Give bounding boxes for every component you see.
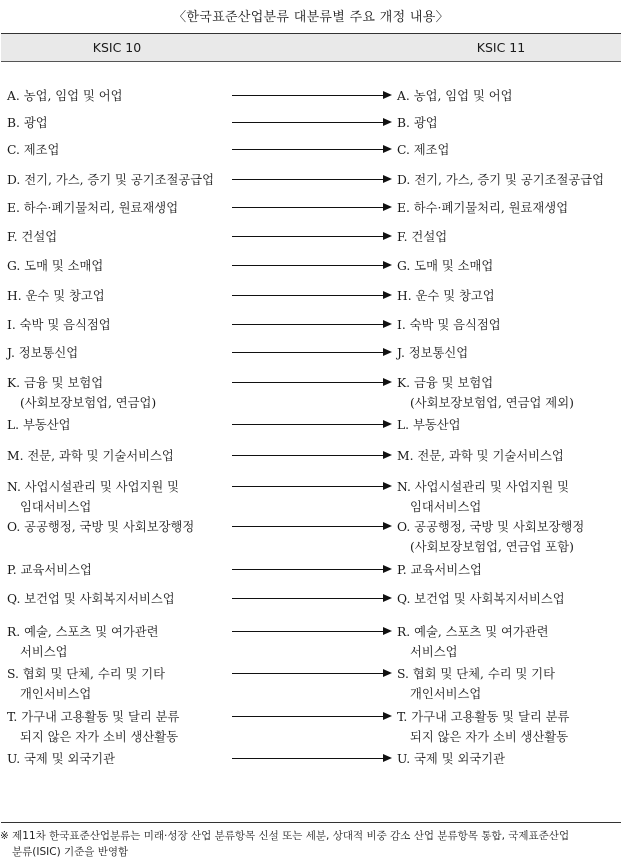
arrowhead — [383, 627, 392, 635]
category-label: Q. 보건업 및 사회복지서비스업 — [7, 592, 175, 606]
arrow-shaft — [232, 526, 384, 527]
ksic10-category — [7, 446, 231, 466]
arrowhead — [383, 232, 392, 240]
arrowhead — [383, 91, 392, 99]
ksic11-category — [397, 517, 621, 557]
category-label: L. 부동산업 — [397, 418, 461, 432]
ksic11-category — [397, 256, 621, 276]
arrowhead — [383, 669, 392, 677]
arrow-right-icon — [232, 320, 392, 330]
category-label: M. 전문, 과학 및 기술서비스업 — [7, 449, 174, 463]
ksic11-category — [397, 446, 621, 466]
footnote — [0, 828, 622, 860]
ksic11-category — [397, 113, 621, 133]
category-label: T. 가구내 고용활동 및 달리 분류 — [7, 710, 180, 724]
ksic10-category — [7, 707, 231, 747]
category-label: A. 농업, 임업 및 어업 — [397, 89, 513, 103]
arrow-shaft — [232, 324, 384, 325]
category-label: O. 공공행정, 국방 및 사회보장행정 — [7, 520, 195, 534]
category-label: E. 하수·폐기물처리, 원료재생업 — [7, 201, 179, 215]
arrow-right-icon — [232, 348, 392, 358]
arrow-right-icon — [232, 261, 392, 271]
arrow-right-icon — [232, 118, 392, 128]
category-label: K. 금융 및 보험업 — [397, 376, 494, 390]
ksic10-category — [7, 749, 231, 769]
category-label: L. 부동산업 — [7, 418, 71, 432]
ksic11-category — [397, 707, 621, 747]
category-label: P. 교육서비스업 — [7, 563, 92, 577]
category-label: F. 건설업 — [397, 230, 448, 244]
arrow-shaft — [232, 149, 384, 150]
arrowhead — [383, 118, 392, 126]
ksic10-category — [7, 170, 231, 190]
ksic-comparison-table — [1, 33, 621, 823]
ksic11-category — [397, 227, 621, 247]
arrowhead — [383, 754, 392, 762]
category-label: H. 운수 및 창고업 — [7, 289, 105, 303]
category-label: O. 공공행정, 국방 및 사회보장행정 — [397, 520, 585, 534]
arrow-right-icon — [232, 754, 392, 764]
arrow-right-icon — [232, 175, 392, 185]
ksic11-category — [397, 198, 621, 218]
category-label-continued: 되지 않은 자가 소비 생산활동 — [410, 730, 569, 744]
arrow-right-icon — [232, 522, 392, 532]
category-label: B. 광업 — [397, 116, 438, 130]
ksic11-category — [397, 286, 621, 306]
arrow-right-icon — [232, 145, 392, 155]
category-label: J. 정보통신업 — [397, 346, 469, 360]
ksic10-category — [7, 140, 231, 160]
category-label-continued: (사회보장보험업, 연금업 제외) — [410, 396, 574, 410]
arrowhead — [383, 261, 392, 269]
arrow-shaft — [232, 236, 384, 237]
ksic10-category — [7, 315, 231, 335]
category-label: G. 도매 및 소매업 — [7, 259, 104, 273]
ksic10-category — [7, 415, 231, 435]
category-label: R. 예술, 스포츠 및 여가관련 — [397, 625, 549, 639]
arrow-shaft — [232, 122, 384, 123]
category-label: F. 건설업 — [7, 230, 58, 244]
arrow-shaft — [232, 207, 384, 208]
arrowhead — [383, 203, 392, 211]
ksic10-category — [7, 86, 231, 106]
ksic11-category — [397, 86, 621, 106]
category-label-continued: 임대서비스업 — [410, 500, 482, 514]
ksic10-category — [7, 198, 231, 218]
category-label: I. 숙박 및 음식점업 — [397, 318, 501, 332]
category-label-continued: (사회보장보험업, 연금업) — [20, 396, 157, 410]
ksic10-category — [7, 589, 231, 609]
category-label-continued: 서비스업 — [410, 645, 458, 659]
arrowhead — [383, 451, 392, 459]
category-label: B. 광업 — [7, 116, 48, 130]
arrow-right-icon — [232, 627, 392, 637]
arrowhead — [383, 712, 392, 720]
arrow-right-icon — [232, 232, 392, 242]
ksic11-category — [397, 622, 621, 662]
category-label-continued: 임대서비스업 — [20, 500, 92, 514]
category-label: E. 하수·폐기물처리, 원료재생업 — [397, 201, 569, 215]
arrow-shaft — [232, 758, 384, 759]
arrow-right-icon — [232, 594, 392, 604]
ksic11-category — [397, 749, 621, 769]
arrow-shaft — [232, 295, 384, 296]
category-label: S. 협회 및 단체, 수리 및 기타 — [397, 667, 556, 681]
ksic11-category — [397, 477, 621, 517]
category-label-continued: 개인서비스업 — [20, 687, 92, 701]
ksic11-category — [397, 140, 621, 160]
ksic10-category — [7, 477, 231, 517]
arrowhead — [383, 565, 392, 573]
arrow-shaft — [232, 424, 384, 425]
category-label: H. 운수 및 창고업 — [397, 289, 495, 303]
arrow-shaft — [232, 455, 384, 456]
category-label: M. 전문, 과학 및 기술서비스업 — [397, 449, 564, 463]
arrowhead — [383, 378, 392, 386]
arrow-right-icon — [232, 565, 392, 575]
footnote-line: 분류(ISIC) 기준을 반영함 — [12, 846, 129, 858]
arrow-shaft — [232, 716, 384, 717]
arrow-shaft — [232, 673, 384, 674]
category-label: T. 가구내 고용활동 및 달리 분류 — [397, 710, 570, 724]
category-label: D. 전기, 가스, 증기 및 공기조절공급업 — [7, 173, 214, 187]
arrow-shaft — [232, 382, 384, 383]
header-ksic10: KSIC 10 — [92, 40, 142, 55]
category-label: J. 정보통신업 — [7, 346, 79, 360]
ksic11-category — [397, 589, 621, 609]
category-label: U. 국제 및 외국기관 — [397, 752, 506, 766]
arrow-shaft — [232, 598, 384, 599]
arrow-right-icon — [232, 203, 392, 213]
ksic11-category — [397, 170, 621, 190]
arrow-right-icon — [232, 451, 392, 461]
table-header — [1, 34, 621, 62]
category-label: N. 사업시설관리 및 사업지원 및 — [397, 480, 570, 494]
arrowhead — [383, 482, 392, 490]
arrowhead — [383, 320, 392, 328]
ksic10-category — [7, 227, 231, 247]
arrowhead — [383, 348, 392, 356]
arrowhead — [383, 522, 392, 530]
ksic10-category — [7, 113, 231, 133]
category-label-continued: (사회보장보험업, 연금업 포함) — [410, 540, 574, 554]
category-label-continued: 되지 않은 자가 소비 생산활동 — [20, 730, 179, 744]
category-label: K. 금융 및 보험업 — [7, 376, 104, 390]
arrow-shaft — [232, 569, 384, 570]
ksic10-category — [7, 517, 231, 537]
category-label: S. 협회 및 단체, 수리 및 기타 — [7, 667, 166, 681]
ksic10-category — [7, 343, 231, 363]
document-title: 〈한국표준산업분류 대분류별 주요 개정 내용〉 — [173, 10, 449, 25]
category-label: N. 사업시설관리 및 사업지원 및 — [7, 480, 180, 494]
ksic11-category — [397, 560, 621, 580]
arrowhead — [383, 145, 392, 153]
category-label: A. 농업, 임업 및 어업 — [7, 89, 123, 103]
category-label: C. 제조업 — [7, 143, 60, 157]
ksic11-category — [397, 343, 621, 363]
ksic10-category — [7, 560, 231, 580]
arrow-shaft — [232, 486, 384, 487]
ksic10-category — [7, 664, 231, 704]
arrowhead — [383, 291, 392, 299]
category-label: Q. 보건업 및 사회복지서비스업 — [397, 592, 565, 606]
arrow-shaft — [232, 95, 384, 96]
category-label: G. 도매 및 소매업 — [397, 259, 494, 273]
ksic10-category — [7, 373, 231, 413]
ksic10-category — [7, 622, 231, 662]
category-label: D. 전기, 가스, 증기 및 공기조절공급업 — [397, 173, 604, 187]
arrowhead — [383, 594, 392, 602]
arrow-right-icon — [232, 91, 392, 101]
arrowhead — [383, 175, 392, 183]
arrow-right-icon — [232, 669, 392, 679]
arrow-right-icon — [232, 378, 392, 388]
arrow-right-icon — [232, 712, 392, 722]
category-label-continued: 개인서비스업 — [410, 687, 482, 701]
ksic11-category — [397, 373, 621, 413]
footnote-line: ※ 제11차 한국표준산업분류는 미래·성장 산업 분류항목 신설 또는 세분, 상대적 비중 감소 산업 분류항목 통합, 국제표준산업 — [0, 830, 570, 842]
ksic11-category — [397, 315, 621, 335]
arrow-right-icon — [232, 420, 392, 430]
arrow-shaft — [232, 352, 384, 353]
arrow-right-icon — [232, 291, 392, 301]
category-label: I. 숙박 및 음식점업 — [7, 318, 111, 332]
arrowhead — [383, 420, 392, 428]
header-ksic11: KSIC 11 — [476, 40, 526, 55]
category-label: U. 국제 및 외국기관 — [7, 752, 116, 766]
category-label-continued: 서비스업 — [20, 645, 68, 659]
category-label: R. 예술, 스포츠 및 여가관련 — [7, 625, 159, 639]
ksic10-category — [7, 256, 231, 276]
arrow-right-icon — [232, 482, 392, 492]
arrow-shaft — [232, 179, 384, 180]
ksic11-category — [397, 415, 621, 435]
category-label: P. 교육서비스업 — [397, 563, 482, 577]
arrow-shaft — [232, 265, 384, 266]
ksic11-category — [397, 664, 621, 704]
category-label: C. 제조업 — [397, 143, 450, 157]
arrow-shaft — [232, 631, 384, 632]
ksic10-category — [7, 286, 231, 306]
